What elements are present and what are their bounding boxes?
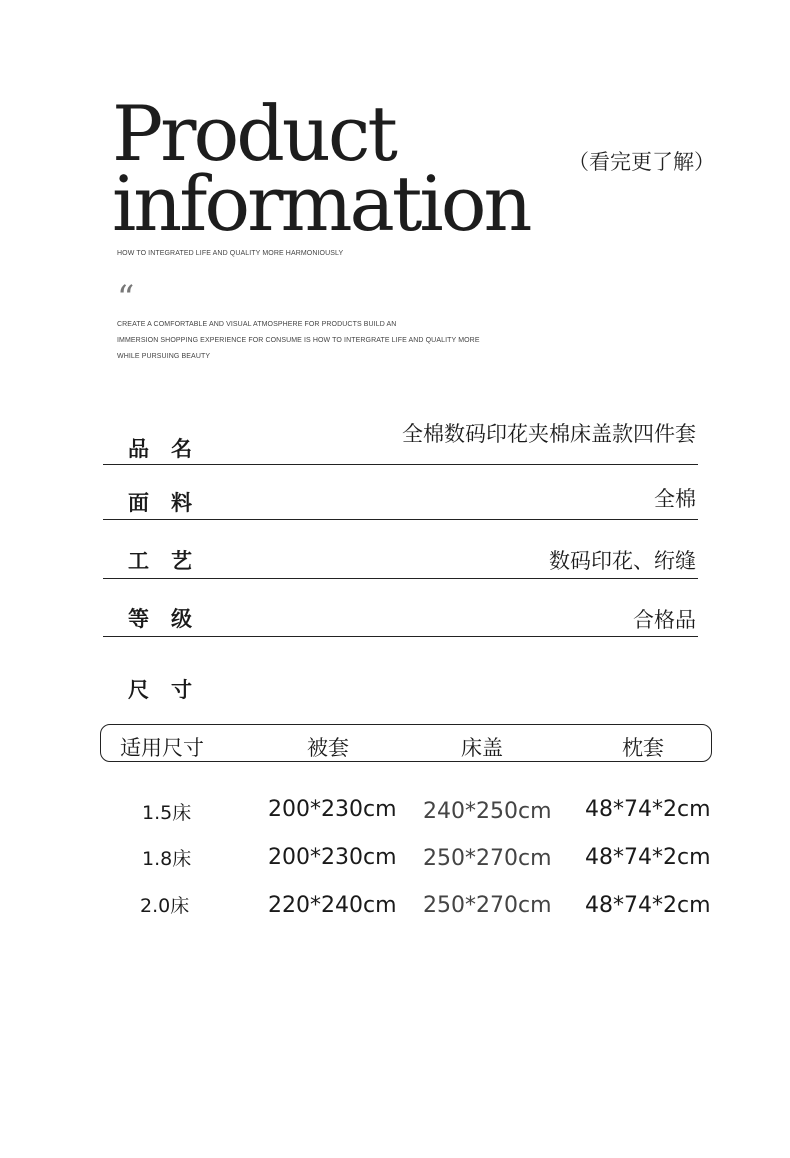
table-cell-duvet: 200*230cm xyxy=(268,797,397,822)
intro-line-3: WHILE PURSUING BEAUTY xyxy=(117,353,211,360)
header-pillowcase: 枕套 xyxy=(622,736,664,760)
divider xyxy=(103,636,698,637)
spec-value-fabric: 全棉 xyxy=(654,487,696,511)
size-section-label: 尺寸 xyxy=(128,678,214,702)
table-cell-pillowcase: 48*74*2cm xyxy=(585,797,711,822)
tagline: HOW TO INTEGRATED LIFE AND QUALITY MORE HARMONIOUSLY xyxy=(117,250,344,257)
spec-value-name: 全棉数码印花夹棉床盖款四件套 xyxy=(402,422,696,446)
spec-label-name: 品名 xyxy=(128,437,214,461)
spec-label-grade: 等级 xyxy=(128,607,214,631)
title-line-2: information xyxy=(112,159,530,248)
divider xyxy=(103,519,698,520)
table-row-bed-size: 2.0床 xyxy=(140,895,190,917)
divider xyxy=(103,578,698,579)
intro-line-2: IMMERSION SHOPPING EXPERIENCE FOR CONSUME IS HOW TO INTERGRATE LIFE AND QUALITY MORE xyxy=(117,337,480,344)
divider xyxy=(103,464,698,465)
table-row-bed-size: 1.5床 xyxy=(142,802,192,824)
table-cell-bedspread: 240*250cm xyxy=(423,799,552,824)
table-cell-pillowcase: 48*74*2cm xyxy=(585,893,711,918)
read-more-note: （看完更了解） xyxy=(568,150,715,174)
spec-label-fabric: 面料 xyxy=(128,491,214,515)
header-duvet-cover: 被套 xyxy=(307,736,349,760)
table-cell-bedspread: 250*270cm xyxy=(423,893,552,918)
spec-label-craft: 工艺 xyxy=(128,549,214,573)
header-fit-size: 适用尺寸 xyxy=(120,736,204,760)
table-cell-bedspread: 250*270cm xyxy=(423,846,552,871)
header-bedspread: 床盖 xyxy=(461,736,503,760)
table-cell-pillowcase: 48*74*2cm xyxy=(585,845,711,870)
intro-line-1: CREATE A COMFORTABLE AND VISUAL ATMOSPHERE FOR PRODUCTS BUILD AN xyxy=(117,321,397,328)
table-cell-duvet: 200*230cm xyxy=(268,845,397,870)
title-line-1: Product xyxy=(112,89,395,178)
table-row-bed-size: 1.8床 xyxy=(142,848,192,870)
spec-value-grade: 合格品 xyxy=(633,608,696,632)
quote-mark-icon: “ xyxy=(117,278,135,318)
spec-value-craft: 数码印花、绗缝 xyxy=(549,549,696,573)
table-cell-duvet: 220*240cm xyxy=(268,893,397,918)
